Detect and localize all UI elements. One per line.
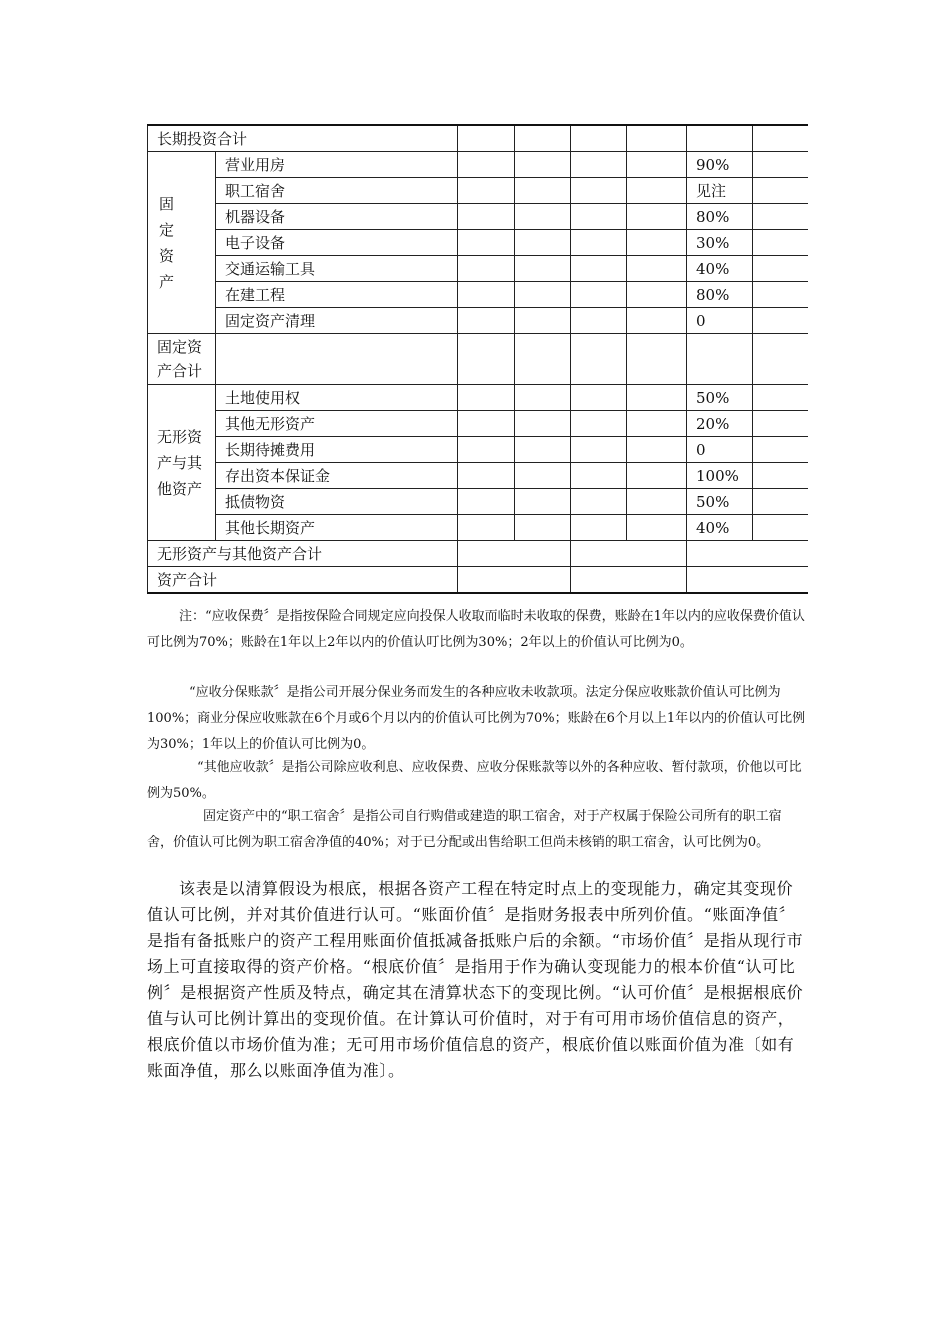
intangible-group-label: 无形资 产与其 他资产 [148, 385, 216, 541]
item-ratio: 50% [687, 489, 753, 515]
item-name: 抵债物资 [216, 489, 458, 515]
row-long-term-investment-total [148, 125, 808, 152]
item-name: 职工宿舍 [216, 178, 458, 204]
table-row [148, 489, 808, 515]
item-name: 存出资本保证金 [216, 463, 458, 489]
item-name: 土地使用权 [216, 385, 458, 411]
table-row [148, 256, 808, 282]
item-name: 其他无形资产 [216, 411, 458, 437]
item-ratio: 50% [687, 385, 753, 411]
item-ratio: 0 [687, 308, 753, 334]
item-ratio: 80% [687, 282, 753, 308]
row-intangible-total [148, 541, 808, 567]
note-staff-dormitory: 固定资产中的“职工宿舍〞是指公司自行购借或建造的职工宿舍，对于产权属于保险公司所有的职工宿舍，价值认可比例为职工宿舍净值的40%；对于已分配或出售给职工但尚未核销的职工宿舍，认可比例为0。 [147, 809, 782, 850]
item-name: 电子设备 [216, 230, 458, 256]
item-ratio: 90% [687, 152, 753, 178]
table-row [148, 437, 808, 463]
note-reinsurance-receivable: “应收分保账款〞是指公司开展分保业务而发生的各种应收未收款项。法定分保应收账款价值认可比例为100%；商业分保应收账款在6个月或6个月以内的价值认可比例为70%；账龄在6个月以上1年以内的价值认可比例为30%；1年以上的价值认可比例为0。 [147, 685, 806, 752]
item-name: 营业用房 [216, 152, 458, 178]
item-name: 交通运输工具 [216, 256, 458, 282]
long-term-investment-total-label: 长期投资合计 [148, 125, 458, 152]
table-row [148, 515, 808, 541]
table-row [148, 204, 808, 230]
row-fixed-assets-total [148, 334, 808, 385]
table-row [148, 282, 808, 308]
table-row [148, 152, 808, 178]
item-ratio: 0 [687, 437, 753, 463]
intangible-total-label: 无形资产与其他资产合计 [148, 541, 458, 567]
item-name: 在建工程 [216, 282, 458, 308]
item-name: 机器设备 [216, 204, 458, 230]
asset-valuation-table [147, 124, 808, 594]
fixed-assets-total-label: 固定资 产合计 [148, 334, 216, 385]
note-receivable-premium: 注：“应收保费〞是指按保险合同规定应向投保人收取而临时未收取的保费，账龄在1年以内的应收保费价值认可比例为70%；账龄在1年以上2年以内的价值认叮比例为30%；2年以上的价值认可比例为0。 [147, 609, 805, 650]
item-ratio: 见注 [687, 178, 753, 204]
item-ratio: 40% [687, 515, 753, 541]
item-ratio: 20% [687, 411, 753, 437]
table-row [148, 178, 808, 204]
item-ratio: 100% [687, 463, 753, 489]
table-row [148, 463, 808, 489]
fixed-assets-group-label: 固 定 资 产 [148, 152, 216, 334]
row-assets-total [148, 567, 808, 594]
table-row [148, 385, 808, 411]
item-name: 长期待摊费用 [216, 437, 458, 463]
item-name: 固定资产清理 [216, 308, 458, 334]
explanation-paragraph: 该表是以清算假设为根底，根据各资产工程在特定时点上的变现能力，确定其变现价值认可比例，并对其价值进行认可。“账面价值〞是指财务报表中所列价值。“账面净值〞是指有备抵账户的资产工程用账面价值抵减备抵账户后的余额。“市场价值〞是指从现行市场上可直接取得的资产价格。“根底价值〞是指用于作为确认变现能力的根本价值“认可比例〞是根据资产性质及特点，确定其在清算状态下的变现比例。“认可价值〞是根据根底价值与认可比例计算出的变现价值。在计算认可价值时，对于有可用市场价值信息的资产，根底价值以市场价值为准；无可用市场价值信息的资产，根底价值以账面价值为准〔如有账面净值，那么以账面净值为准〕。 [147, 879, 804, 1080]
table-row [148, 308, 808, 334]
note-other-receivables: “其他应收款〞是指公司除应收利息、应收保费、应收分保账款等以外的各种应收、暂付款项，价他以可比例为50%。 [147, 760, 802, 801]
item-name: 其他长期资产 [216, 515, 458, 541]
table-row [148, 411, 808, 437]
item-ratio: 30% [687, 230, 753, 256]
assets-total-label: 资产合计 [148, 567, 458, 594]
table-row [148, 230, 808, 256]
item-ratio: 80% [687, 204, 753, 230]
item-ratio: 40% [687, 256, 753, 282]
